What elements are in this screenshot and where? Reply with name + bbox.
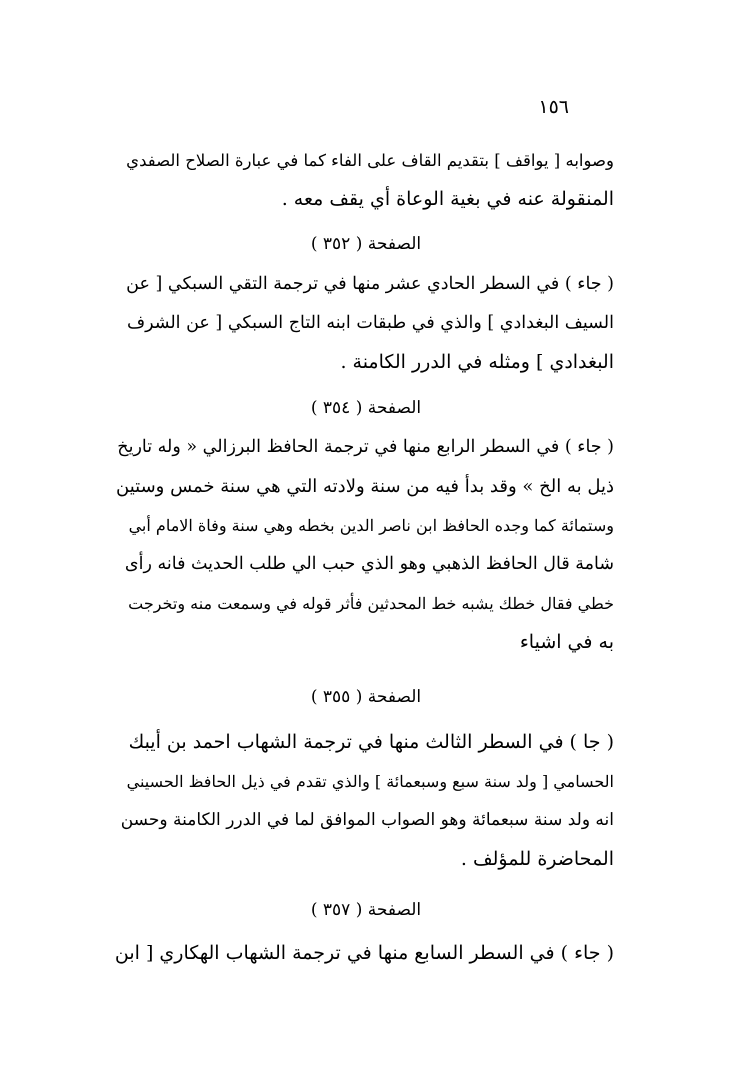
paragraph-1: [114, 141, 614, 219]
section-heading-357: الصفحة ( ٣٥٧ ): [310, 900, 422, 920]
paragraph-line: ( جاء ) في السطر السابع منها في ترجمة الشهاب الهكاري [ ابن: [114, 942, 614, 964]
paragraph-line: السيف البغدادي ] والذي في طبقات ابنه التاج السبكي [ عن الشرف: [126, 313, 614, 333]
paragraph-line: الحسامي [ ولد سنة سبع وسبعمائة ] والذي تقدم في ذيل الحافظ الحسيني: [126, 772, 614, 791]
paragraph-line: ذيل به الخ » وقد بدأ فيه من سنة ولادته التي هي سنة خمس وستين: [116, 476, 614, 497]
paragraph-line: ( جاء ) في السطر الرابع منها في ترجمة الحافظ البرزالي « وله تاريخ: [117, 437, 614, 457]
paragraph-line: ( جاء ) في السطر الحادي عشر منها في ترجمة التقي السبكي [ عن: [126, 274, 614, 294]
paragraph-line: البغدادي ] ومثله في الدرر الكامنة .: [340, 351, 614, 373]
paragraph-3: [114, 428, 614, 662]
section-heading-352: الصفحة ( ٣٥٢ ): [310, 234, 422, 254]
paragraph-line: المنقولة عنه في بغية الوعاة أي يقف معه .: [281, 188, 614, 210]
section-heading-355: الصفحة ( ٣٥٥ ): [310, 687, 422, 707]
paragraph-line: ( جا ) في السطر الثالث منها في ترجمة الشهاب احمد بن أيبك: [128, 731, 614, 753]
paragraph-line: شامة قال الحافظ الذهبي وهو الذي حبب الي طلب الحديث فانه رأى: [124, 554, 614, 574]
paragraph-line: انه ولد سنة سبعمائة وهو الصواب الموافق لما في الدرر الكامنة وحسن: [120, 810, 614, 830]
paragraph-line: وصوابه [ يواقف ] بتقديم القاف على الفاء كما في عبارة الصلاح الصفدي: [126, 151, 614, 170]
paragraph-5: [114, 934, 614, 973]
paragraph-line: به في اشياء: [519, 631, 614, 653]
paragraph-line: المحاضرة للمؤلف .: [460, 848, 614, 870]
paragraph-4: [114, 723, 614, 879]
paragraph-line: خطي فقال خطك يشبه خط المحدثين فأثر قوله في وسمعت منه وتخرجت: [128, 594, 614, 613]
paragraph-line: وستمائة كما وجده الحافظ ابن ناصر الدين بخطه وهي سنة وفاة الامام أبي: [128, 516, 614, 535]
paragraph-2: [114, 265, 614, 382]
section-heading-354: الصفحة ( ٣٥٤ ): [310, 398, 422, 418]
page-number: ١٥٦: [538, 96, 569, 118]
